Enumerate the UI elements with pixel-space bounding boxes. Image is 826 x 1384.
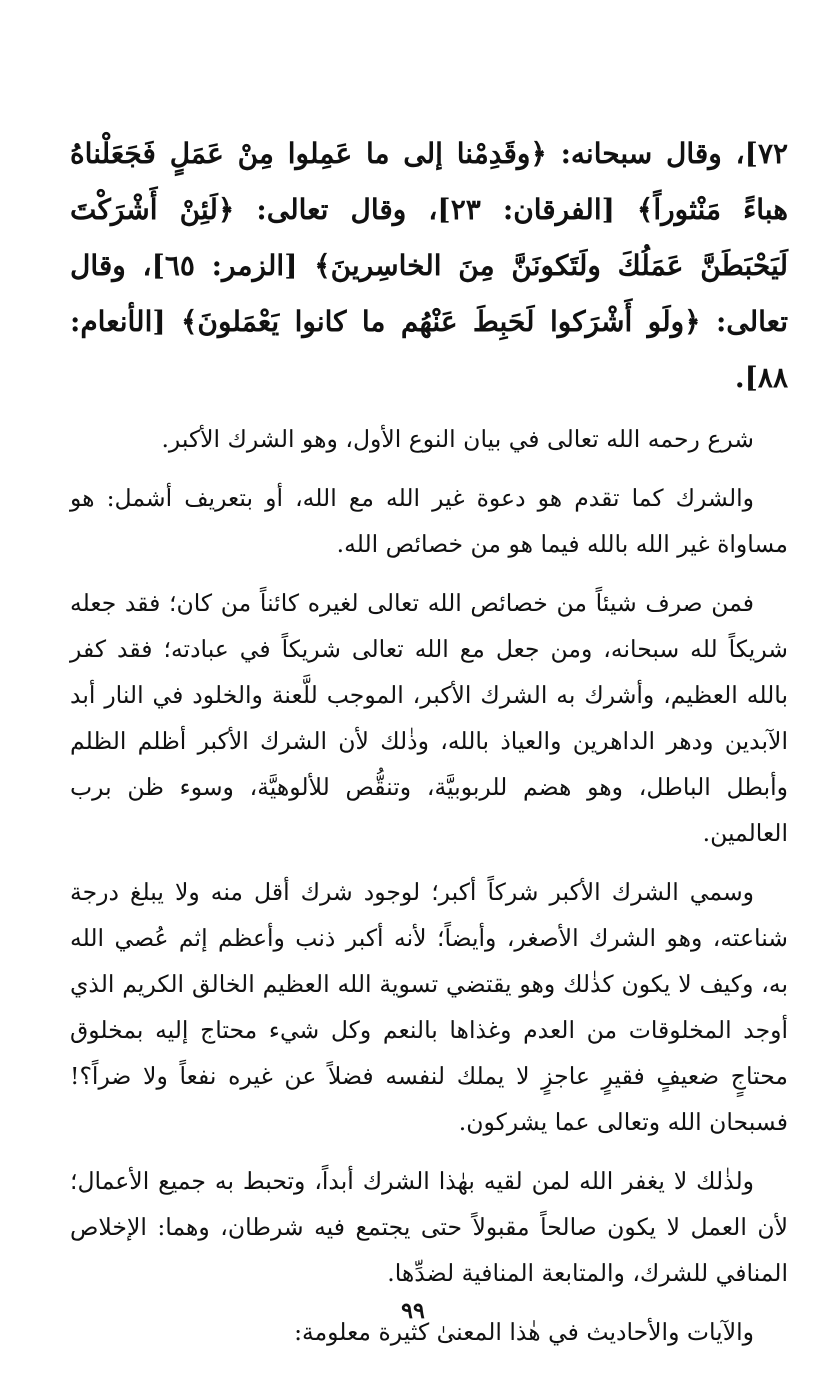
- intro-first-type-paragraph: شرع رحمه الله تعالى في بيان النوع الأول، وهو الشرك الأكبر.: [161, 425, 754, 453]
- naming-paragraph: وسمي الشرك الأكبر شركاً أكبر؛ لوجود شرك أقل منه ولا يبلغ درجة شناعته، وهو الشرك الأصغر، وأيضاً؛ لأنه أكبر ذنب وأعظم إثم عُصي الله به، وكيف لا يكون كذٰلك وهو يقتضي تسوية الله العظيم الخالق الكريم الذي أوجد المخلوقات من العدم وغذاها بالنعم وكل شيء محتاج إليه بمخلوق محتاجٍ ضعيفٍ فقيرٍ عاجزٍ لا يملك لنفسه فضلاً عن غيره نفعاً ولا ضراً؟! فسبحان الله وتعالى عما يشركون.: [70, 878, 788, 1136]
- page-number: ٩٩: [401, 1298, 425, 1324]
- quran-verses-paragraph: ٧٢]، وقال سبحانه: ﴿وقَدِمْنا إلى ما عَمِلوا مِنْ عَمَلٍ فَجَعَلْناهُ هباءً مَنْثوراً﴾ [الفرقان: ٢٣]، وقال تعالى: ﴿لَئِنْ أَشْرَكْتَ لَيَحْبَطَنَّ عَمَلُكَ ولَتَكونَنَّ مِنَ الخاسِرينَ﴾ [الزمر: ٦٥]، وقال تعالى: ﴿ولَو أَشْرَكوا لَحَبِطَ عَنْهُم ما كانوا يَعْمَلونَ﴾ [الأنعام: ٨٨].: [70, 137, 789, 394]
- definition-paragraph: والشرك كما تقدم هو دعوة غير الله مع الله، أو بتعريف أشمل: هو مساواة غير الله بالله فيما هو من خصائص الله.: [70, 484, 788, 558]
- no-forgiveness-paragraph: ولذٰلك لا يغفر الله لمن لقيه بهٰذا الشرك أبداً، وتحبط به جميع الأعمال؛ لأن العمل لا يكون صالحاً مقبولاً حتى يجتمع فيه شرطان، وهما: الإخلاص المنافي للشرك، والمتابعة المنافية لضدِّها.: [70, 1167, 788, 1287]
- page-body: [70, 126, 788, 1355]
- consequence-paragraph: فمن صرف شيئاً من خصائص الله تعالى لغيره كائناً من كان؛ فقد جعله شريكاً لله سبحانه، ومن جعل مع الله تعالى شريكاً في عبادته؛ فقد كفر بالله العظيم، وأشرك به الشرك الأكبر، الموجب للَّعنة والخلود في النار أبد الآبدين ودهر الداهرين والعياذ بالله، وذٰلك لأن الشرك الأكبر أظلم الظلم وأبطل الباطل، وهو هضم للربوبيَّة، وتنقُّص للألوهيَّة، وسوء ظن برب العالمين.: [70, 589, 788, 847]
- evidence-intro-paragraph: والآيات والأحاديث في هٰذا المعنىٰ كثيرة معلومة:: [294, 1318, 754, 1346]
